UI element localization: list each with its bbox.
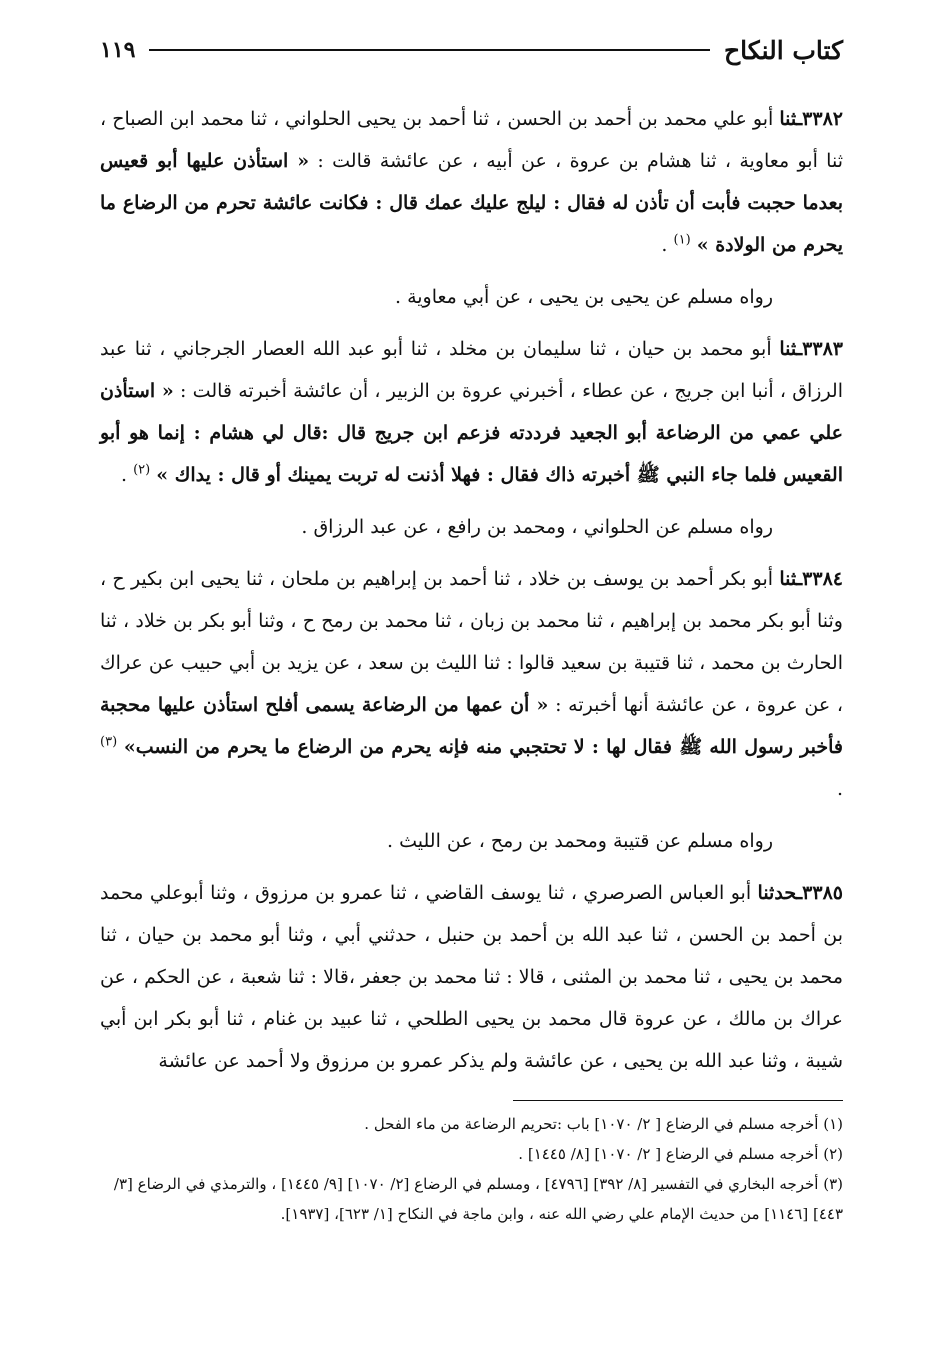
hadith-number: ٣٣٨٥ — [802, 882, 843, 904]
hadith-number: ٣٣٨٤ — [802, 568, 843, 590]
transmission-term: ثنا — [779, 108, 797, 130]
footnote-1: (١) أخرجه مسلم في الرضاع [ ٢/ ١٠٧٠] باب :تحريم الرضاعة من ماء الفحل . — [364, 1115, 843, 1133]
transmission-term: ثنا — [779, 568, 797, 590]
matn: « استأذن عليها أبو قعيس بعدما حجبت فأبت أن تأذن له فقال : ليلج عليك عمك قال : فكانت عائشة تحرم من الرضاع ما يحرم من الولادة » — [100, 150, 843, 256]
riwaya-note: رواه مسلم عن يحيى بن يحيى ، عن أبي معاوية . — [395, 286, 773, 308]
hadith-tail: . — [661, 234, 674, 256]
hadith-number: ٣٣٨٣ — [802, 338, 843, 360]
page-number: ١١٩ — [100, 37, 136, 63]
isnad: أبو محمد بن حيان ، ثنا سليمان بن مخلد ، ثنا أبو عبد الله العصار الجرجاني ، ثنا عبد الرزاق ، أنبا ابن جريج ، عن عطاء ، أخبرني عروة بن الزبير ، أن عائشة أخبرته قالت : — [100, 338, 844, 402]
footnote-ref: (٢) — [133, 462, 151, 478]
isnad: أبو العباس الصرصري ، ثنا يوسف القاضي ، ثنا عمرو بن مرزوق ، وثنا أبوعلي محمد بن أحمد بن الحسن ، ثنا عبد الله بن أحمد بن حنبل ، حدثني أبي ، وثنا أبو محمد بن حيان ، ثنا محمد بن يحيى ، ثنا محمد بن المثنى ، قالا : ثنا محمد بن جعفر ،قالا : ثنا شعبة ، عن الحكم ، عن عراك بن مالك ، عن عروة قال محمد بن يحيى الطلحي ، ثنا عبيد بن غنام ، ثنا أبو بكر ابن أبي شيبة ، وثنا عبد الله بن يحيى ، عن عائشة ولم يذكر عمرو بن مرزوق ولا أحمد عن عائشة — [100, 882, 844, 1072]
riwaya-note: رواه مسلم عن قتيبة ومحمد بن رمح ، عن الليث . — [387, 830, 773, 852]
matn: « أن عمها من الرضاعة يسمى أفلح استأذن عليها محجبة فأخبر رسول الله ﷺ فقال لها : لا تحتجبي منه فإنه يحرم من الرضاع ما يحرم من النسب» — [100, 694, 843, 758]
riwaya-note: رواه مسلم عن الحلواني ، ومحمد بن رافع ، عن عبد الرزاق . — [301, 516, 773, 538]
footnotes — [100, 1109, 843, 1229]
hadith-3382: ٣٣٨٢ـثنا أبو علي محمد بن أحمد بن الحسن ، ثنا أحمد بن يحيى الحلواني ، ثنا محمد ابن الصباح ، ثنا أبو معاوية ، ثنا هشام بن عروة ، عن أبيه ، عن عائشة قالت : « استأذن عليها أبو قعيس بعدما حجبت فأبت أن تأذن له فقال : ليلج عليك عمك قال : فكانت عائشة تحرم من الرضاع ما يحرم من الولادة » $^{(١)}$ . — [100, 108, 843, 256]
footnote-ref: (٣) — [100, 734, 118, 750]
transmission-term: حدثنا — [757, 882, 797, 904]
main-text — [100, 98, 843, 1082]
hadith-3385: ٣٣٨٥ـحدثنا أبو العباس الصرصري ، ثنا يوسف القاضي ، ثنا عمرو بن مرزوق ، وثنا أبوعلي محمد بن أحمد بن الحسن ، ثنا عبد الله بن أحمد بن حنبل ، حدثني أبي ، وثنا أبو محمد بن حيان ، ثنا محمد بن يحيى ، ثنا محمد بن المثنى ، قالا : ثنا محمد بن جعفر ،قالا : ثنا شعبة ، عن الحكم ، عن عراك بن مالك ، عن عروة قال محمد بن يحيى الطلحي ، ثنا عبيد بن غنام ، ثنا أبو بكر ابن أبي شيبة ، وثنا عبد الله بن يحيى ، عن عائشة ولم يذكر عمرو بن مرزوق ولا أحمد عن عائشة — [100, 882, 844, 1072]
isnad: أبو بكر أحمد بن يوسف بن خلاد ، ثنا أحمد بن إبراهيم بن ملحان ، ثنا يحيى ابن بكير ح ، وثنا أبو بكر محمد بن إبراهيم ، ثنا محمد بن زبان ، ثنا محمد بن رمح ح ، وثنا أبو بكر بن خلاد ، ثنا الحارث بن محمد ، ثنا قتيبة بن سعيد قالوا : ثنا الليث بن سعد ، عن يزيد بن أبي حبيب عن عراك ، عن عروة ، عن عائشة أنها أخبرته : — [100, 568, 843, 716]
header-rule — [149, 49, 710, 51]
hadith-3384: ٣٣٨٤ـثنا أبو بكر أحمد بن يوسف بن خلاد ، ثنا أحمد بن إبراهيم بن ملحان ، ثنا يحيى ابن بكير ح ، وثنا أبو بكر محمد بن إبراهيم ، ثنا محمد بن زبان ، ثنا محمد بن رمح ح ، وثنا أبو بكر بن خلاد ، ثنا الحارث بن محمد ، ثنا قتيبة بن سعيد قالوا : ثنا الليث بن سعد ، عن يزيد بن أبي حبيب عن عراك ، عن عروة ، عن عائشة أنها أخبرته : « أن عمها من الرضاعة يسمى أفلح استأذن عليها محجبة فأخبر رسول الله ﷺ فقال لها : لا تحتجبي منه فإنه يحرم من الرضاع ما يحرم من النسب» $^{(٣)}$ . — [100, 568, 843, 800]
matn: « استأذن علي عمي من الرضاعة أبو الجعيد فرددته فزعم ابن جريج قال :قال لي هشام : إنما هو أبو القعيس فلما جاء النبي ﷺ أخبرته ذاك فقال : فهلا أذنت له تربت يمينك أو قال : يداك » — [100, 380, 843, 486]
isnad: أبو علي محمد بن أحمد بن الحسن ، ثنا أحمد بن يحيى الحلواني ، ثنا محمد ابن الصباح ، ثنا أبو معاوية ، ثنا هشام بن عروة ، عن أبيه ، عن عائشة قالت : — [100, 108, 843, 172]
transmission-term: ثنا — [779, 338, 797, 360]
hadith-number: ٣٣٨٢ — [802, 108, 843, 130]
page-header — [100, 30, 843, 70]
footnote-separator — [513, 1100, 843, 1101]
hadith-3383: ٣٣٨٣ـثنا أبو محمد بن حيان ، ثنا سليمان بن مخلد ، ثنا أبو عبد الله العصار الجرجاني ، ثنا عبد الرزاق ، أنبا ابن جريج ، عن عطاء ، أخبرني عروة بن الزبير ، أن عائشة أخبرته قالت : « استأذن علي عمي من الرضاعة أبو الجعيد فرددته فزعم ابن جريج قال :قال لي هشام : إنما هو أبو القعيس فلما جاء النبي ﷺ أخبرته ذاك فقال : فهلا أذنت له تربت يمينك أو قال : يداك » $^{(٢)}$ . — [100, 338, 844, 486]
footnote-3: (٣) أخرجه البخاري في التفسير [٨/ ٣٩٢] [٤٧٩٦] ، ومسلم في الرضاع [٢/ ١٠٧٠] [٩/ ١٤٤٥] ، والترمذي في الرضاع [٣/ ٤٤٣] [١١٤٦] من حديث الإمام علي رضي الله عنه ، وابن ماجة في النكاح [١/ ٦٢٣]، [١٩٣٧]. — [113, 1175, 843, 1223]
book-title: كتاب النكاح — [724, 35, 843, 65]
footnote-ref: (١) — [673, 232, 691, 248]
hadith-tail: . — [120, 464, 134, 486]
footnote-2: (٢) أخرجه مسلم في الرضاع [ ٢/ ١٠٧٠] [٨/ ١٤٤٥] . — [518, 1145, 843, 1163]
hadith-tail: . — [836, 778, 843, 800]
